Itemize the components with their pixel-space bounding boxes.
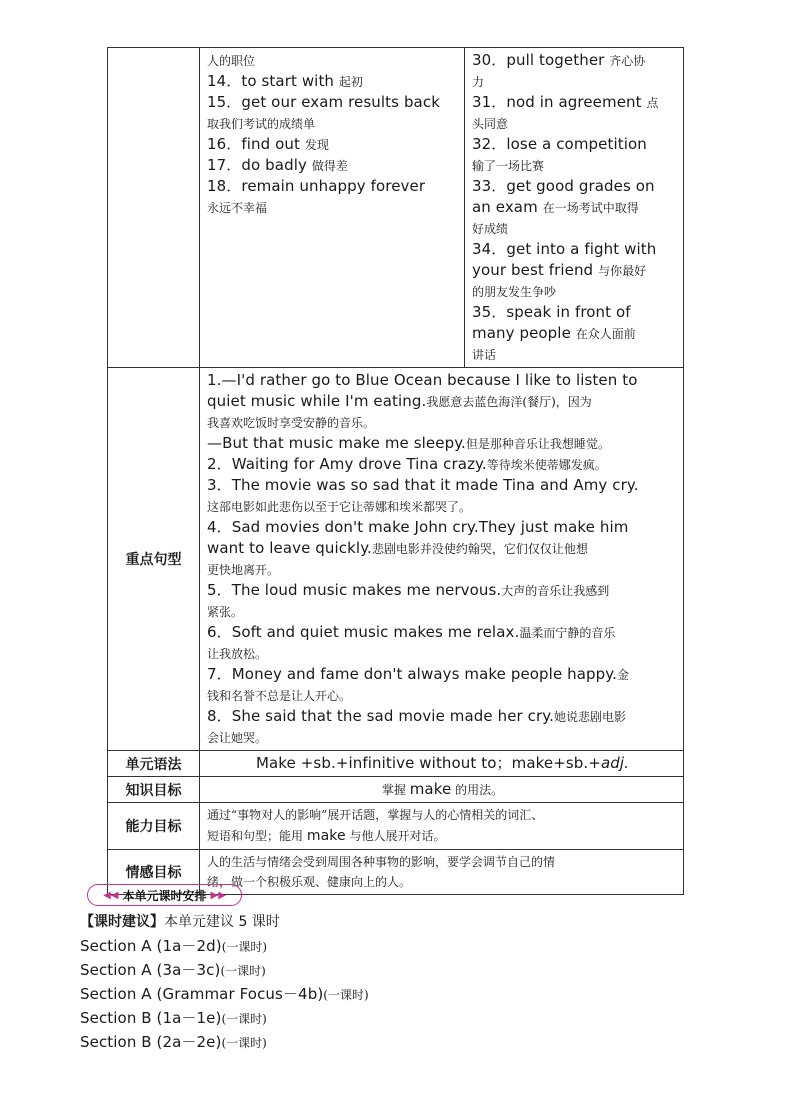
list-item <box>207 370 678 391</box>
item-chinese: 大声的音乐让我感到 <box>501 584 610 598</box>
item-english: 18．remain unhappy forever <box>207 177 426 195</box>
item-english: 16．find out <box>207 135 305 153</box>
item-chinese: 的朋友发生争吵 <box>472 285 557 299</box>
item-english: 30．pull together <box>472 51 610 69</box>
ability-row <box>108 803 684 850</box>
list-item <box>207 685 678 706</box>
list-item <box>472 218 678 239</box>
item-english: Section A (1a－2d) <box>80 937 222 955</box>
list-item <box>207 50 459 71</box>
list-item <box>207 643 678 664</box>
item-chinese: (一课时) <box>323 988 369 1002</box>
item-chinese: 这部电影如此悲伤以至于它让蒂娜和埃米都哭了。 <box>207 500 472 514</box>
list-item <box>80 982 369 1006</box>
grammar-label: 单元语法 <box>108 751 200 777</box>
list-item <box>80 958 369 982</box>
list-item <box>472 323 678 344</box>
item-chinese: 她说悲剧电影 <box>554 710 627 724</box>
knowledge-cn-1: 掌握 <box>381 783 410 797</box>
grammar-text: Make +sb.+infinitive without to；make+sb.+ <box>255 754 601 772</box>
item-chinese: (一课时) <box>221 1012 267 1026</box>
list-item <box>207 176 459 197</box>
item-english: 3．The movie was so sad that it made Tina and Amy cry. <box>207 476 639 494</box>
item-chinese: 紧张。 <box>207 605 244 619</box>
item-chinese: 我愿意去蓝色海洋(餐厅)，因为 <box>426 395 592 409</box>
list-item <box>207 538 678 559</box>
item-chinese: 更快地离开。 <box>207 563 280 577</box>
item-english: Section A (Grammar Focus－4b) <box>80 985 324 1003</box>
item-english: 32．lose a competition <box>472 135 647 153</box>
ability-label: 能力目标 <box>108 803 200 850</box>
item-english: 17．do badly <box>207 156 312 174</box>
key-sentences-cell <box>200 368 684 751</box>
grammar-row <box>108 751 684 777</box>
item-english: 35．speak in front of <box>472 303 631 321</box>
item-chinese: 力 <box>472 75 485 89</box>
section-title-badge <box>87 884 242 906</box>
item-chinese: (一课时) <box>220 964 266 978</box>
list-item <box>472 260 678 281</box>
item-chinese: (一课时) <box>221 940 268 954</box>
list-item <box>80 1030 369 1054</box>
item-chinese: 好成绩 <box>472 222 509 236</box>
ability-line-2-cn: 短语和句型；能用 <box>207 829 307 843</box>
item-chinese: 点 <box>646 96 659 110</box>
item-chinese: (一课时) <box>221 1036 267 1050</box>
item-english: 4．Sad movies don't make John cry.They just make him <box>207 518 629 536</box>
grammar-value <box>200 751 684 777</box>
item-english: your best friend <box>472 261 599 279</box>
list-item <box>472 197 678 218</box>
list-item <box>207 727 678 748</box>
knowledge-cn-2: 的用法。 <box>451 783 504 797</box>
item-chinese: 会让她哭。 <box>207 731 268 745</box>
ability-line-2-cn2: 与他人展开对话。 <box>345 829 446 843</box>
item-chinese: 悲剧电影并没使约翰哭，它们仅仅让他想 <box>371 542 588 556</box>
emotion-label: 情感目标 <box>108 850 200 895</box>
list-item <box>80 1006 369 1030</box>
knowledge-en: make <box>409 780 452 798</box>
item-english: 6．Soft and quiet music makes me relax. <box>207 623 520 641</box>
list-item <box>472 50 678 71</box>
item-chinese: 等待埃米使蒂娜发疯。 <box>486 458 607 472</box>
item-chinese: 起初 <box>338 75 363 89</box>
item-english: 2．Waiting for Amy drove Tina crazy. <box>207 455 487 473</box>
item-chinese: 在众人面前 <box>575 327 636 341</box>
item-english: 5．The loud music makes me nervous. <box>207 581 502 599</box>
schedule-suggest <box>80 910 369 934</box>
item-english: 34．get into a fight with <box>472 240 657 258</box>
phrases-right-cell <box>465 48 684 368</box>
list-item <box>207 71 459 92</box>
list-item <box>207 601 678 622</box>
item-english: Section A (3a－3c) <box>80 961 221 979</box>
item-chinese: 金 <box>616 668 629 682</box>
list-item <box>80 934 369 958</box>
knowledge-row <box>108 777 684 803</box>
list-item <box>207 412 678 433</box>
list-item <box>207 580 678 601</box>
knowledge-value <box>200 777 684 803</box>
item-english: 33．get good grades on <box>472 177 655 195</box>
list-item <box>472 155 678 176</box>
list-item <box>207 706 678 727</box>
list-item <box>472 113 678 134</box>
left-arrow-icon: ◀◀ <box>103 889 119 901</box>
item-english: Section B (2a－2e) <box>80 1033 222 1051</box>
list-item <box>207 622 678 643</box>
grammar-adj: adj. <box>600 754 630 772</box>
emotion-line-1: 人的生活与情绪会受到周围各种事物的影响，要学会调节自己的情 <box>207 855 556 869</box>
ability-value <box>200 803 684 850</box>
list-item <box>472 239 678 260</box>
item-english: 7．Money and fame don't always make people happy. <box>207 665 617 683</box>
list-item <box>207 155 459 176</box>
list-item <box>207 391 678 412</box>
item-english: want to leave quickly. <box>207 539 372 557</box>
item-chinese: 在一场考试中取得 <box>542 201 639 215</box>
schedule-list <box>80 934 369 1054</box>
schedule-block <box>80 910 369 1054</box>
item-english: 31．nod in agreement <box>472 93 647 111</box>
knowledge-label: 知识目标 <box>108 777 200 803</box>
list-item <box>207 475 678 496</box>
list-item <box>472 92 678 113</box>
item-chinese: 讲话 <box>472 348 497 362</box>
item-chinese: 我喜欢吃饭时享受安静的音乐。 <box>207 416 376 430</box>
phrases-row <box>108 48 684 368</box>
list-item <box>207 454 678 475</box>
list-item <box>207 664 678 685</box>
list-item <box>207 517 678 538</box>
phrases-label-cell <box>108 48 200 368</box>
list-item <box>207 92 459 113</box>
item-english: Section B (1a－1e) <box>80 1009 222 1027</box>
item-chinese: 与你最好 <box>598 264 647 278</box>
list-item <box>472 344 678 365</box>
list-item <box>472 134 678 155</box>
item-chinese: 让我放松。 <box>207 647 268 661</box>
item-chinese: 但是那种音乐让我想睡觉。 <box>465 437 610 451</box>
key-sentences-label: 重点句型 <box>108 368 200 751</box>
item-english: an exam <box>472 198 543 216</box>
item-chinese: 输了一场比赛 <box>472 159 545 173</box>
item-english: —But that music make me sleepy. <box>207 434 466 452</box>
phrases-left-cell <box>200 48 465 368</box>
right-arrow-icon: ▶▶ <box>210 889 226 901</box>
emotion-value <box>200 850 684 895</box>
item-chinese: 永远不幸福 <box>207 201 268 215</box>
list-item <box>207 433 678 454</box>
key-sentences-row <box>108 368 684 751</box>
list-item <box>207 197 459 218</box>
list-item <box>472 302 678 323</box>
suggest-text: 本单元建议 5 课时 <box>164 914 280 930</box>
list-item <box>472 281 678 302</box>
item-chinese: 做得差 <box>311 159 348 173</box>
section-title: 本单元课时安排 <box>122 888 207 903</box>
list-item <box>207 496 678 517</box>
item-english: many people <box>472 324 576 342</box>
list-item <box>472 176 678 197</box>
item-chinese: 温柔而宁静的音乐 <box>519 626 616 640</box>
suggest-bracket: 【课时建议】 <box>80 914 164 930</box>
item-chinese: 钱和名誉不总是让人开心。 <box>207 689 352 703</box>
ability-line-1: 通过“事物对人的影响”展开话题，掌握与人的心情相关的词汇、 <box>207 808 544 822</box>
list-item <box>207 134 459 155</box>
item-english: quiet music while I'm eating. <box>207 392 427 410</box>
ability-line-2-en: make <box>306 828 346 844</box>
item-chinese: 人的职位 <box>207 54 256 68</box>
item-chinese: 头同意 <box>472 117 509 131</box>
item-english: 1.—I'd rather go to Blue Ocean because I like to listen to <box>207 371 638 389</box>
item-english: 15．get our exam results back <box>207 93 440 111</box>
list-item <box>472 71 678 92</box>
list-item <box>207 559 678 580</box>
unit-plan-table <box>107 47 684 895</box>
list-item <box>207 113 459 134</box>
item-chinese: 取我们考试的成绩单 <box>207 117 316 131</box>
item-english: 8．She said that the sad movie made her cry. <box>207 707 554 725</box>
item-english: 14．to start with <box>207 72 339 90</box>
emotion-line-2: 绪，做一个积极乐观、健康向上的人。 <box>207 875 412 889</box>
item-chinese: 发现 <box>304 138 329 152</box>
item-chinese: 齐心协 <box>609 54 646 68</box>
